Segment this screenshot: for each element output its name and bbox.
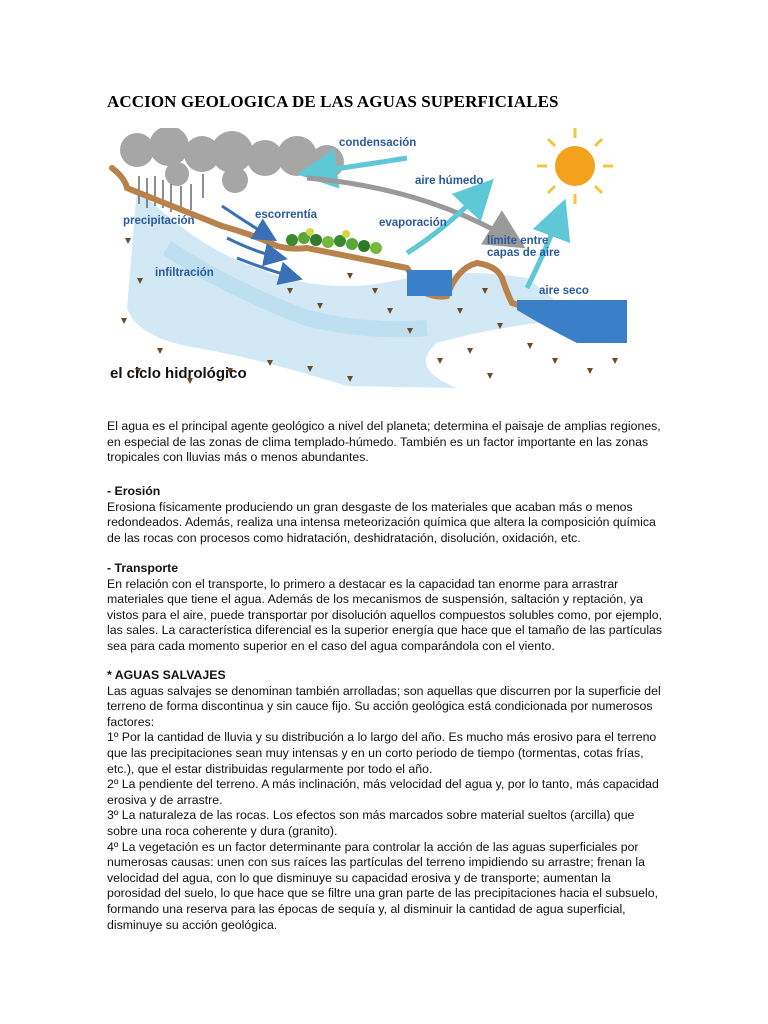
factor-2: 2º La pendiente del terreno. A más inclinación, más velocidad del agua y, por lo tanto, más capacidad erosiva y de arrastre. <box>107 777 659 807</box>
intro-paragraph <box>107 419 663 466</box>
factor-1: 1º Por la cantidad de lluvia y su distribución a lo largo del año. Es mucho más erosivo para el terreno que las precipitaciones sean muy intensas y en un corto periodo de tiempo (tormentas, cotas frías, etc.), que el estar distribuidas regularmente por todo el año. <box>107 730 657 776</box>
lake <box>407 270 452 296</box>
aguas-salvajes-intro: Las aguas salvajes se denominan también arrolladas; son aquellas que discurren por la superficie del terreno de forma discontinua y sin cauce fijo. Su acción geológica está condicionada por numerosos factores: <box>107 683 661 729</box>
label-limite-1: límite entre <box>487 235 549 247</box>
erosion-heading: - Erosión <box>107 484 161 498</box>
erosion-section <box>107 484 663 546</box>
transporte-text: En relación con el transporte, lo primero a destacar es la capacidad tan enorme para arrastrar materiales que tiene el agua. Además de los mecanismos de suspensión, saltación y reptación, ya vistos para el aire, puede transportar por disolución aquellos compuestos solubles como, por ejemplo, las sales. La característica diferencial es la superior energía que hace que el tamaño de las partículas sea para cada momento superior en el caso del agua comparándola con el viento. <box>107 576 663 653</box>
label-limite-2: capas de aire <box>487 247 560 259</box>
aguas-salvajes-heading: * AGUAS SALVAJES <box>107 668 226 682</box>
figure-caption: el ciclo hidrológico <box>110 365 247 382</box>
document-title: ACCION GEOLOGICA DE LAS AGUAS SUPERFICIALES <box>107 92 559 111</box>
label-aire-humedo: aire húmedo <box>415 175 484 187</box>
label-escorrentia: escorrentía <box>255 209 318 221</box>
label-precipitacion: precipitación <box>123 215 195 227</box>
factor-3: 3º La naturaleza de las rocas. Los efectos son más marcados sobre material sueltos (arcilla) que sobre una roca coherente y dura (granito). <box>107 808 635 838</box>
label-evaporacion: evaporación <box>379 217 447 229</box>
cloud-icon <box>120 128 344 193</box>
transporte-section <box>107 561 663 655</box>
label-condensacion: condensación <box>339 137 417 149</box>
intro-text: El agua es el principal agente geológico a nivel del planeta; determina el paisaje de amplias regiones, en especial de las zonas de clima templado-húmedo. También es un factor importante en las zonas tropicales con lluvias más o menos abundantes. <box>107 419 661 465</box>
factor-4: 4º La vegetación es un factor determinante para controlar la acción de las aguas superficiales por numerosas causas: unen con sus raíces las partículas del terreno impidiendo su arrastre; frenan la velocidad del agua, con lo que disminuye su capacidad erosiva y de transporte; aumentan la porosidad del suelo, lo que hace que se filtre una gran parte de las precipitaciones hacia el subsuelo, formando una reserva para las épocas de sequía y, al disminuir la cantidad de agua superficial, disminuye su acción geológica. <box>107 839 658 932</box>
runoff-arrow-2 <box>227 238 282 258</box>
aguas-salvajes-section <box>107 668 663 933</box>
label-aire-seco: aire seco <box>539 285 589 297</box>
erosion-text: Erosiona físicamente produciendo un gran desgaste de los materiales que acaban más o menos redondeados. Además, realiza una intensa meteorización química que altera la composición química de las rocas con procesos como hidratación, deshidratación, disolución, oxidación, etc. <box>107 499 656 545</box>
hydrologic-cycle-figure <box>107 128 627 393</box>
sun-icon <box>537 128 613 204</box>
label-infiltracion: infiltración <box>155 267 214 279</box>
transporte-heading: - Transporte <box>107 561 179 575</box>
